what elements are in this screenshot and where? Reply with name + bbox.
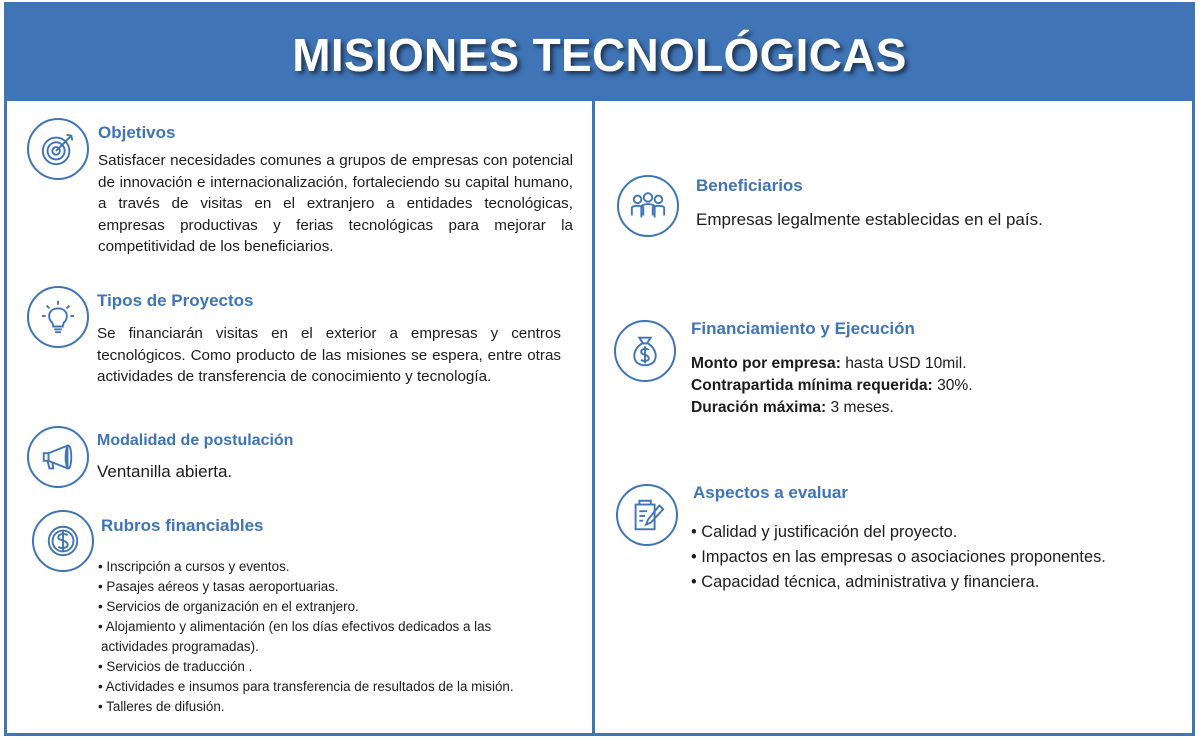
list-item: • Impactos en las empresas o asociaciones proponentes.	[691, 545, 1106, 570]
monto-value: hasta USD 10mil.	[840, 355, 967, 372]
list-item: • Alojamiento y alimentación (en los días efectivos dedicados a las	[98, 617, 514, 637]
money-bag-icon	[614, 320, 676, 382]
financiamiento-details	[691, 353, 973, 419]
list-item: • Capacidad técnica, administrativa y financiera.	[691, 570, 1106, 595]
people-group-icon	[617, 175, 679, 237]
modalidad-text: Ventanilla abierta.	[97, 462, 233, 481]
list-item: • Calidad y justificación del proyecto.	[691, 520, 1106, 545]
rubros-list	[98, 557, 514, 717]
monto-line	[691, 353, 973, 375]
rubros-title: Rubros financiables	[101, 516, 264, 535]
lightbulb-icon	[27, 286, 89, 348]
objetivos-title: Objetivos	[98, 123, 176, 142]
list-item: • Actividades e insumos para transferencia de resultados de la misión.	[98, 677, 514, 697]
dollar-coin-icon	[32, 510, 94, 572]
aspectos-list	[691, 520, 1106, 595]
list-item: • Pasajes aéreos y tasas aeroportuarias.	[98, 577, 514, 597]
contrapartida-value: 30%.	[932, 377, 973, 394]
column-divider	[592, 101, 595, 733]
financiamiento-title: Financiamiento y Ejecución	[691, 319, 915, 338]
list-item: • Inscripción a cursos y eventos.	[98, 557, 514, 577]
page-title: MISIONES TECNOLÓGICAS	[292, 29, 907, 81]
duracion-value: 3 meses.	[826, 399, 894, 416]
beneficiarios-title: Beneficiarios	[696, 176, 803, 195]
objetivos-text: Satisfacer necesidades comunes a grupos de empresas con potencial de innovación e internacionalización, fortaleciendo su capital humano, a través de visitas en el extranjero a entidades tecnológicas, empresas productivas y ferias tecnológicas para mejorar la competitividad de los beneficiarios.	[98, 152, 573, 255]
duracion-label: Duración máxima:	[691, 399, 827, 416]
header-banner	[4, 2, 1195, 101]
list-item-continuation: actividades programadas).	[101, 639, 259, 654]
tipos-title: Tipos de Proyectos	[97, 291, 254, 310]
clipboard-pencil-icon	[616, 484, 678, 546]
contrapartida-line	[691, 375, 973, 397]
list-item: • Talleres de difusión.	[98, 697, 514, 717]
list-item: • Servicios de traducción .	[98, 657, 514, 677]
beneficiarios-text: Empresas legalmente establecidas en el país.	[696, 210, 1043, 229]
monto-label: Monto por empresa:	[691, 355, 841, 372]
megaphone-icon	[27, 426, 89, 488]
aspectos-title: Aspectos a evaluar	[693, 483, 848, 502]
duracion-line	[691, 397, 973, 419]
tipos-text: Se financiarán visitas en el exterior a empresas y centros tecnológicos. Como producto de las misiones se espera, entre otras actividades de transferencia de conocimiento y tecnología.	[97, 325, 561, 385]
contrapartida-label: Contrapartida mínima requerida:	[691, 377, 933, 394]
target-icon	[27, 118, 89, 180]
modalidad-title: Modalidad de postulación	[97, 432, 294, 449]
list-item: • Servicios de organización en el extranjero.	[98, 597, 514, 617]
